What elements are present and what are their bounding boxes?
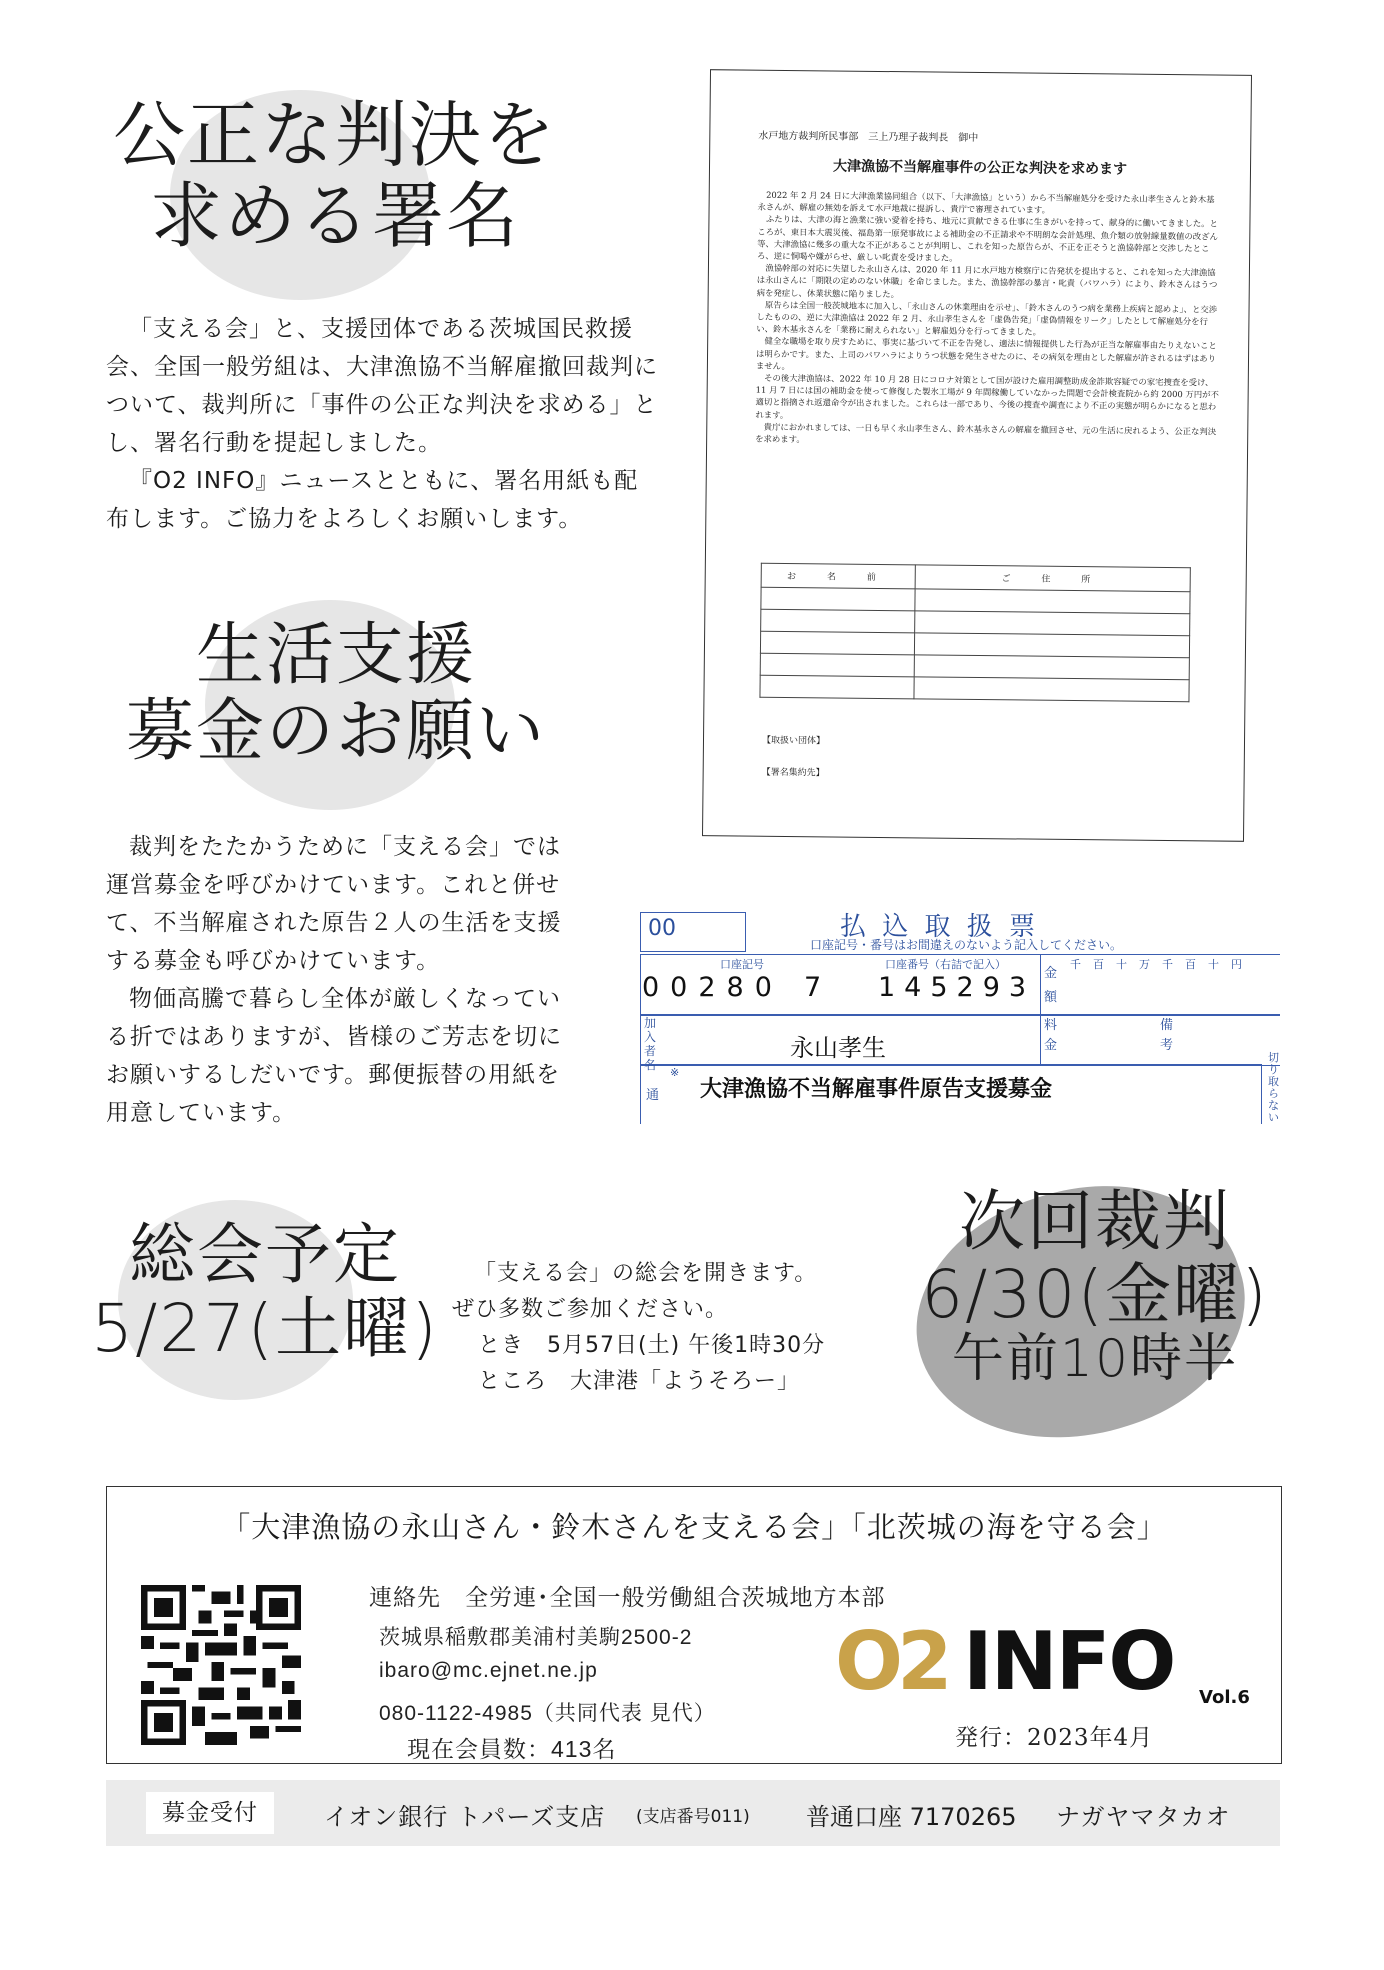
section2-heading-line1: 生活支援 — [195, 616, 476, 695]
contact-email: ibaro@mc.ejnet.ne.jp — [379, 1659, 598, 1682]
signature-row — [760, 675, 1189, 701]
petition-paragraph: 漁協幹部の対応に失望した永山さんは、2020 年 11 月に水戸地方検察庁に告発状を提出すると、これを知った大津漁協は永山さんに「期限の定めのない休職」を命じました。また、漁協幹部の暴言・叱責（パワハラ）により、鈴木さんはうつ病を発症し、休業状態に陥りました。 — [756, 262, 1218, 299]
petition-paragraph: 健全な職場を取り戻すために、事実に基づいて不正を告発し、適法に情報提供した行為が正当な解雇事由たりえないことは明らかです。また、上司のパワハラによりうつ状態を発生させたのに、その病気を理由とした解雇が許されるはずはありません。 — [755, 336, 1217, 371]
section3-heading — [90, 1218, 440, 1366]
digit-unit: 千 — [1162, 958, 1173, 971]
contact-phone: 080-1122-4985（共同代表 見代） — [379, 1702, 716, 1725]
member-count: 現在会員数：413名 — [407, 1736, 617, 1762]
slip-title: 払 込 取 扱 票 — [840, 912, 1040, 942]
issue-date: 発行：2023年4月 — [955, 1725, 1154, 1751]
digit-unit: 百 — [1093, 958, 1104, 971]
logo-o2: O2 — [835, 1615, 947, 1708]
logo-volume: Vol.6 — [1199, 1687, 1250, 1708]
digit-unit: 円 — [1231, 958, 1242, 971]
digit-unit: 千 — [1070, 958, 1081, 971]
section1-heading — [100, 95, 570, 256]
payee-name: 永山孝生 — [790, 1034, 886, 1062]
trial-heading: 次回裁判 — [959, 1183, 1231, 1260]
branch-number: (支店番号011) — [636, 1807, 750, 1827]
payee-label: 加入者名 — [644, 1016, 657, 1072]
contact-box — [106, 1486, 1282, 1764]
asterisk-mark: ※ — [670, 1066, 680, 1079]
trial-date: 6/30(金曜) — [921, 1255, 1269, 1333]
signature-name-header: お 名 前 — [761, 563, 916, 589]
digit-unit: 十 — [1116, 958, 1127, 971]
petition-paragraph: ふたりは、大津の海と漁業に強い愛着を持ち、地元に貢献できる仕事に生きがいを持って、献身的に働いてきました。ところが、東日本大震災後、福島第一原発事故による補助金の不正請求や不明朗な会計処理、魚介類の放射線量数値の改ざん等、大津漁協に幾多の重大な不正があることが判明し、これを知った原告らが、不正を正そうと漁協幹部と交渉したところ、逆に恫喝や嫌がらせ、厳しい叱責を受けました。 — [757, 214, 1218, 263]
account-info: 普通口座 7170265 — [806, 1803, 1017, 1831]
meeting-when: とき 5月57日(土) 午後1時30分 — [478, 1333, 826, 1358]
meeting-text — [452, 1256, 830, 1400]
slip-notice: 口座記号・番号はお間違えのないよう記入してください。 — [810, 938, 1123, 952]
contact-address: 茨城県稲敷郡美浦村美駒2500-2 — [379, 1626, 693, 1649]
contact-org: 連絡先 全労連･全国一般労働組合茨城地方本部 — [369, 1584, 886, 1610]
petition-org-label: 【取扱い団体】 — [761, 735, 826, 747]
petition-paragraph: 2022 年 2 月 24 日に大津漁業協同組合（以下、「大津漁協」という）から不当解雇処分を受けた永山孝生さんと鈴木基永さんが、解雇の無効を訴えて水戸地裁に提訴し、貴庁で審理されています。 — [757, 189, 1215, 215]
digit-unit: 万 — [1139, 958, 1150, 971]
trial-time: 午前10時半 — [951, 1329, 1239, 1390]
remarks-label: 備考 — [1160, 1018, 1174, 1053]
section4-heading — [900, 1183, 1290, 1390]
meeting-date: 5/27(土曜) — [91, 1289, 439, 1367]
petition-paragraph: 貴庁におかれましては、一日も早く永山孝生さん、鈴木基永さんの解雇を撤回させ、元の生活に戻れるよう、公正な判決を求めます。 — [755, 421, 1217, 445]
support-groups: 「大津漁協の永山さん・鈴木さんを支える会」「北茨城の海を守る会」 — [221, 1510, 1167, 1544]
digit-unit: 百 — [1185, 958, 1196, 971]
account-check-digit: 7 — [804, 972, 822, 1003]
qr-code — [141, 1585, 301, 1745]
section1-paragraph2: 『O2 INFO』ニュースとともに、署名用紙も配布します。ご協力をよろしくお願いします。 — [106, 468, 639, 532]
meeting-invite: 「支える会」の総会を開きます。ぜひ多数ご参加ください。 — [452, 1261, 818, 1322]
section2-paragraph1: 裁判をたたかうために「支える会」では運営募金を呼びかけています。これと併せて、不当解雇された原告２人の生活を支援する募金も呼びかけています。 — [106, 834, 562, 974]
digit-units — [1070, 956, 1242, 972]
slip-code-prefix: 00 — [648, 916, 676, 941]
petition-title: 大津漁協不当解雇事件の公正な判決を求めます — [832, 158, 1128, 178]
account-number-label: 口座番号（右詰で記入） — [885, 958, 1006, 971]
amount-label: 金額 — [1044, 966, 1058, 1005]
petition-body — [755, 189, 1222, 450]
bank-label: 募金受付 — [146, 1792, 274, 1834]
logo-info: INFO — [963, 1615, 1175, 1708]
petition-collect-label: 【署名集約先】 — [761, 767, 825, 779]
section1-heading-line1: 公正な判決を — [112, 93, 557, 177]
account-holder: ナガヤマタカオ — [1056, 1803, 1231, 1831]
digit-unit: 十 — [1208, 958, 1219, 971]
fee-label: 料金 — [1044, 1018, 1058, 1053]
account-number: 145293 — [878, 972, 1036, 1003]
section2-text — [106, 828, 576, 1132]
section2-paragraph2: 物価高騰で暮らし全体が厳しくなっている折ではありますが、皆様のご芳志を切にお願いするしだいです。郵便振替の用紙を用意しています。 — [106, 986, 562, 1126]
comm-label: 通 — [646, 1088, 660, 1103]
account-symbol: 00280 — [642, 972, 783, 1003]
section2-heading — [106, 618, 566, 770]
o2-info-logo — [835, 1615, 1265, 1715]
bank-name: イオン銀行 トパーズ支店 — [324, 1803, 606, 1831]
signature-address-header: ご 住 所 — [916, 565, 1191, 592]
section2-heading-line2: 募金のお願い — [125, 692, 546, 772]
section1-paragraph1: 「支える会」と、支援団体である茨城国民救援会、全国一般労組は、大津漁協不当解雇撤回裁判について、裁判所に「事件の公正な判決を求める」とし、署名行動を提起しました。 — [106, 316, 658, 456]
section1-text — [106, 310, 662, 538]
donation-purpose: 大津漁協不当解雇事件原告支援募金 — [700, 1077, 1053, 1102]
cut-label: 切り取らない — [1268, 1051, 1279, 1124]
meeting-where: ところ 大津港「ようそろー」 — [478, 1369, 801, 1394]
bank-info-bar — [106, 1780, 1280, 1846]
section1-heading-line2: 求める署名 — [149, 173, 520, 258]
meeting-heading: 総会予定 — [129, 1216, 401, 1293]
postal-transfer-slip — [640, 912, 1280, 1124]
petition-addressee: 水戸地方裁判所民事部 三上乃理子裁判長 御中 — [758, 130, 979, 144]
signature-table — [759, 563, 1190, 702]
petition-paragraph: 原告らは全国一般茨城地本に加入し、「永山さんの休業理由を示せ」、「鈴木さんのうつ病を業務上疾病と認めよ」、と交渉したものの、逆に大津漁協は 2022 年 2 月、永山孝生さんを「虚偽告発」「虚偽情報をリーク」したとして解雇処分を行い、鈴木基永さんを「業務に耐えられない」と解雇処分を行ってきました。 — [756, 299, 1218, 337]
petition-document — [702, 69, 1252, 842]
petition-paragraph: その後大津漁協は、2022 年 10 月 28 日にコロナ対策として国が設けた雇用調整助成金詐欺容疑での家宅捜査を受け、11 月 7 日には国の補助金を使って修復した製氷工場が 9 年間稼働していなかった問題で会計検査院から約 2000 万円が不適切と指摘され返還命令が出されました。これらは一部であり、今後の捜査や調査により不正の実態が明らかになると思われます。 — [755, 372, 1219, 420]
account-symbol-label: 口座記号 — [720, 958, 764, 971]
